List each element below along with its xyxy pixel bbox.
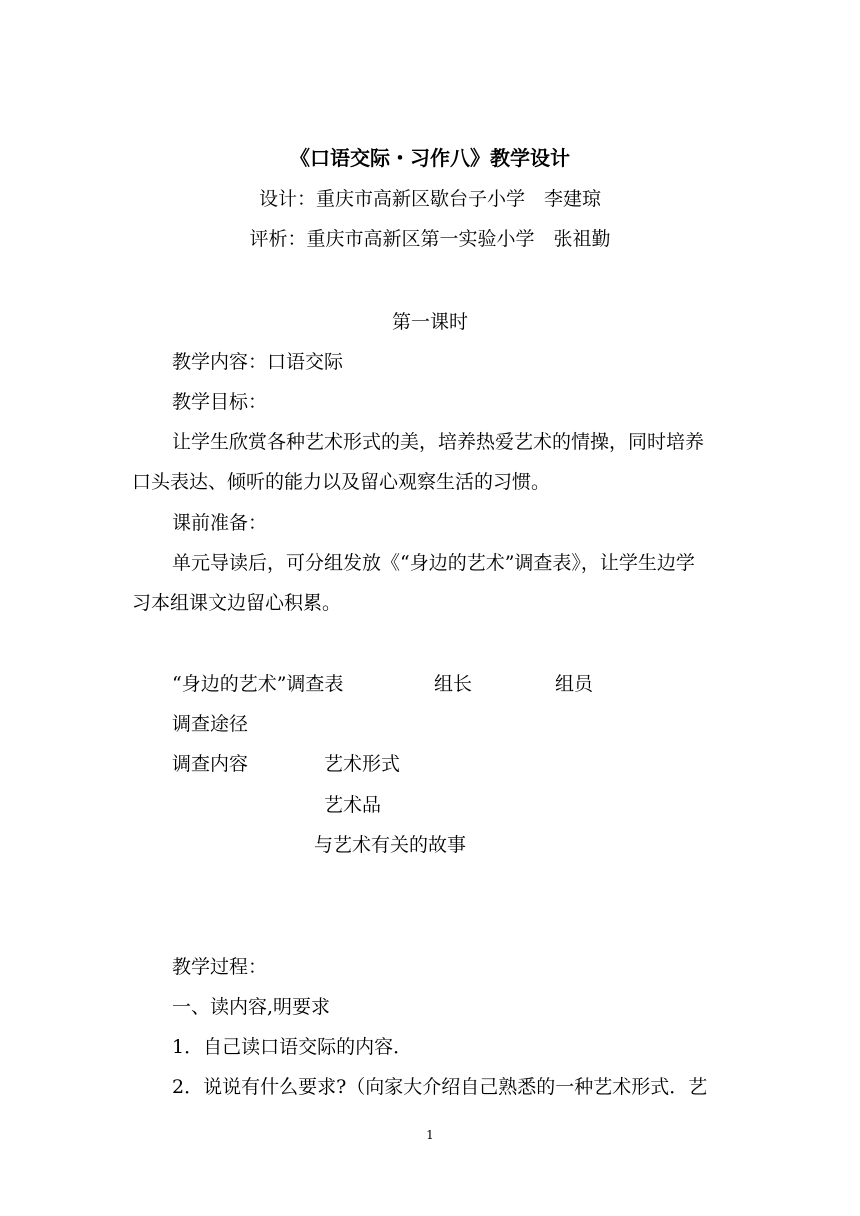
survey-method-label: 调查途径 — [172, 713, 249, 735]
survey-members-label: 组员 — [555, 673, 594, 695]
survey-item-artwork: 艺术品 — [324, 794, 382, 816]
survey-leader-label: 组长 — [434, 673, 473, 695]
survey-item-art-story: 与艺术有关的故事 — [314, 834, 467, 856]
preparation-line-2: 习本组课文边留心积累。 — [132, 592, 342, 614]
step-1-heading: 一、读内容,明要求 — [172, 996, 331, 1018]
lesson-heading: 第一课时 — [391, 311, 468, 333]
teaching-process-heading: 教学过程： — [172, 956, 268, 978]
teaching-goal-heading: 教学目标： — [172, 391, 268, 413]
survey-content-label: 调查内容 — [172, 753, 249, 775]
survey-item-art-form: 艺术形式 — [324, 753, 401, 775]
step-1-item-2: 2．说说有什么要求?（向家大介绍自己熟悉的一种艺术形式．艺 — [172, 1076, 708, 1098]
preparation-heading: 课前准备： — [172, 512, 268, 534]
teaching-goal-line-2: 口头表达、倾听的能力以及留心观察生活的习惯。 — [132, 471, 551, 493]
step-1-item-1: 1．自己读口语交际的内容． — [172, 1036, 413, 1058]
teaching-goal-line-1: 让学生欣赏各种艺术形式的美，培养热爱艺术的情操，同时培养 — [172, 431, 705, 453]
designer-line: 设计：重庆市高新区歇台子小学 李建琼 — [258, 188, 601, 210]
page-number: 1 — [426, 1128, 434, 1142]
preparation-line-1: 单元导读后，可分组发放《“身边的艺术”调查表》，让学生边学 — [172, 552, 695, 574]
survey-title: “身边的艺术”调查表 — [172, 673, 344, 695]
reviewer-line: 评析：重庆市高新区第一实验小学 张祖勤 — [249, 228, 611, 250]
teaching-content: 教学内容：口语交际 — [172, 351, 344, 373]
document-title: 《口语交际・习作八》教学设计 — [290, 146, 570, 170]
